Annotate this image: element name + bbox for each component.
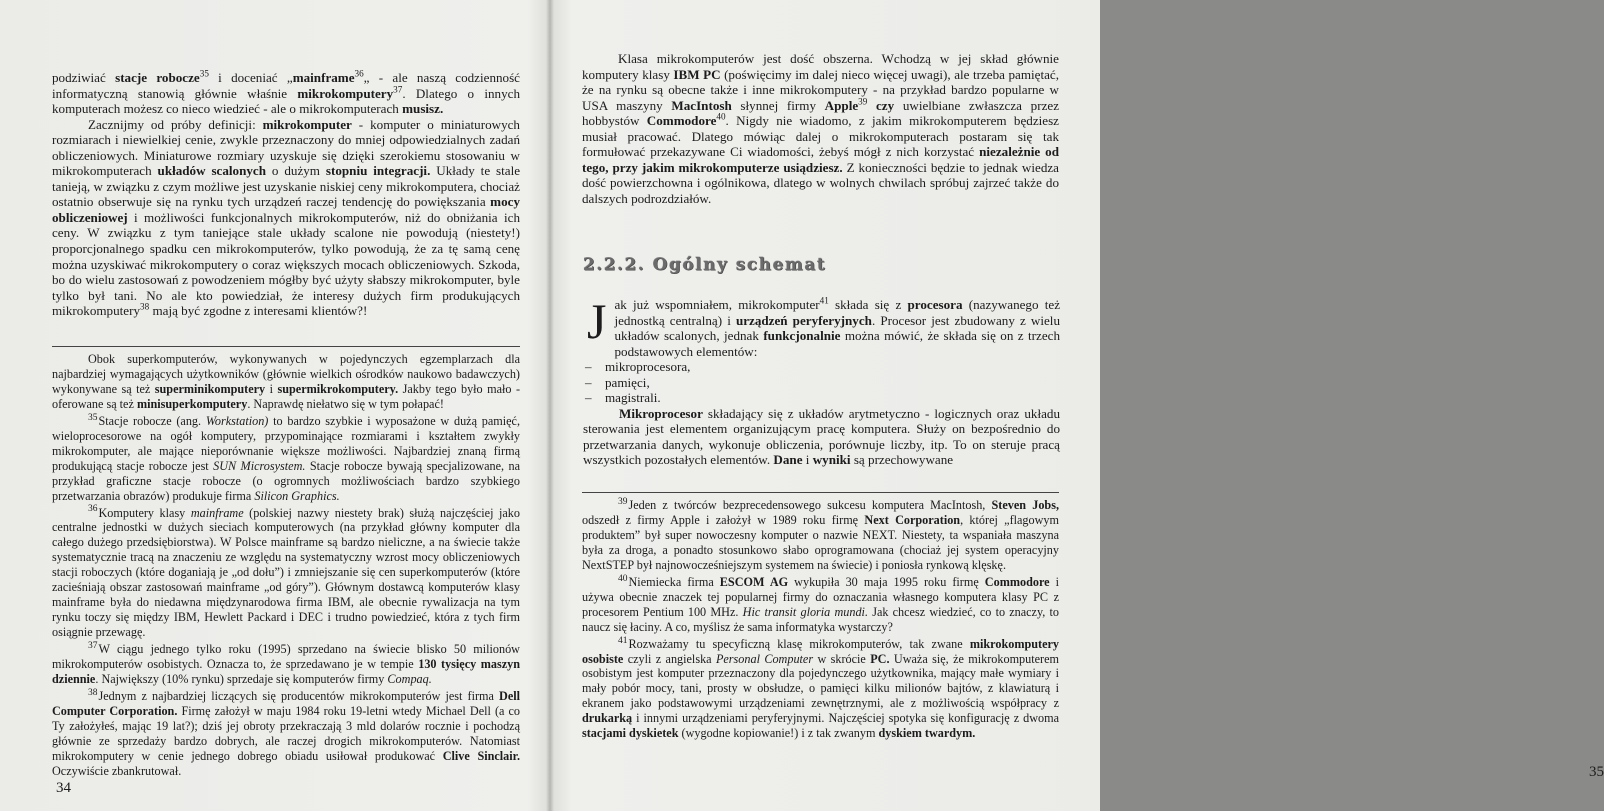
section-heading: 2.2.2. Ogólny schemat [583,255,827,275]
section-paragraph-2: Mikroprocesor składający się z układów arytmetyczno - logicznych oraz układu sterowania jest elementem organizującym pracę komputera. Służy on bezpośrednio do przetwarzania danych, wykonuje obliczenia, porównuje liczby, itp. To on steruje pracą wszystkich pozostałych elementów. Dane i wyniki są przechowywane [583,405,1060,468]
list-item: – pamięci, [583,375,1060,391]
right-paragraph-1: Klasa mikrokomputerów jest dość obszerna. Wchodzą w jej skład głównie komputery klasy IBM PC (poświęcimy im dalej nieco więcej uwagi), ale trzeba pamiętać, że na rynku są obecne także i inne mikrokomputery - na przykład bardzo popularne w USA maszyny MacIntosh słynnej firmy Apple$^{39}$ czy uwielbiane zwłaszcza przez hobbystów Commodore$^{40}$. Nigdy nie wiadomo, z jakim mikrokomputerem będziesz musiał pracować. Dlatego mówiąc dalej o mikrokomputerach postaram się tak formułować przekazywane Ci wiadomości, żebyś mógł z nich korzystać niezależnie od tego, przy jakim mikrokomputerze usiądziesz. Z konieczności będzie to jednak wiedza dość powierzchowna i ogólnikowa, dlatego w wolnych chwilach spróbuj zajrzeć także do dalszych podrozdziałów. [582,51,1060,206]
section-text [583,293,1060,468]
left-footnote-rule [52,346,520,347]
footnote-41: $^{41}$Rozważamy tu specyficzną klasę mikrokomputerów, tak zwane mikrokomputery osobiste czyli z angielska Personal Computer w skrócie PC. Uważa się, że mikrokomputerem osobistym jest komputer przeznaczony dla pojedynczego użytkownika, mający małe wymiary i mały pobór mocy, tani, prosty w obsłudze, o pamięci kilku milionów bajtów, z klawiaturą i ekranem jako podstawowymi urządzeniami zewnętrznymi, ale z możliwością współpracy z drukarką i innymi urządzeniami peryferyjnymi. Najczęściej spotyka się konfigurację z dwoma stacjami dyskietek (wygodne kopiowanie!) i z tak zwanym dyskiem twardym. [582,635,1059,741]
footnote-39: $^{39}$Jeden z twórców bezprecedensowego sukcesu komputera MacIntosh, Steven Jobs, odszedł z firmy Apple i założył w 1989 roku firmę Next Corporation, której „flagowym produktem” był super nowoczesny komputer o nazwie NEXT. Niestety, ta wspaniała maszyna była za droga, a ponadto stosunkowo słabo oprogramowana (chociaż jej system operacyjny NextSTEP był najnowocześniejszym systemem na świecie) i poniosła rynkową klęskę. [582,496,1059,572]
element-list [583,359,1060,406]
page-number-right: 35 [1589,764,1604,780]
right-main-text [582,51,1059,206]
footnote-37: $^{37}$W ciągu jednego tylko roku (1995) sprzedano na świecie blisko 50 milionów mikrokomputerów osobistych. Oznacza to, że sprzedawano je w tempie 130 tysięcy maszyn dziennie. Największy (10% rynku) sprzedaje się komputerów firmy Compaq. [52,641,520,687]
left-paragraph-2: Zacznijmy od próby definicji: mikrokomputer - komputer o miniaturowych rozmiarach i niewielkiej cenie, zwykle przeznaczony do mniej odpowiedzialnych zadań obliczeniowych. Miniaturowe rozmiary uzyskuje się dzięki szerokiemu stosowaniu w mikrokomputerach układów scalonych o dużym stopniu integracji. Układy te stale tanieją, w związku z czym możliwe jest uzyskanie niskiej ceny mikrokomputera, chociaż ostatnio obserwuje się na rynku tych urządzeń raczej tendencję do powiększania mocy obliczeniowej i możliwości funkcjonalnych mikrokomputerów, niż do obniżania ich ceny. W związku z tym taniejące stale układy scalone nie powodują (niestety!) proporcjonalnego spadku cen mikrokomputerów, tylko powodują, że za tę samą cenę można uzyskiwać mikrokomputery o coraz większych mocach obliczeniowych. Szkoda, bo do wielu zastosowań z powodzeniem mógłby być użyty słabszy mikrokomputer, byle tylko był tani. No ale kto powiedział, że interesy dużych firm produkujących mikrokomputery$^{38}$ mają być zgodne z interesami klientów?! [52,116,521,319]
left-page [0,0,547,811]
footnote-36: $^{36}$Komputery klasy mainframe (polskiej nazwy niestety brak) służą najczęściej jako centralne jednostki w dużych sieciach komputerowych (na przykład główny komputer dla całego dużego przedsiębiorstwa). W Polsce mainframe są bardzo nieliczne, a na świecie także systematycznie tracą na znaczeniu ze względu na systematyczny wzrost mocy obliczeniowych stacji roboczych (które doganiają je „od dołu”) i zmniejszanie się cen superkomputerów (które zacieśniają obszar zastosowań mainframe „od góry”). Głównym dostawcą komputerów klasy mainframe była do niedawna międzynarodowa firma IBM, ale obecnie rywalizacja na tym rynku toczy się między IBM, Hewlett Packard i DEC i trudno powiedzieć, która z tych firm osiągnie przewagę. [52,504,520,640]
left-footnotes [52,352,520,781]
right-footnote-rule [582,492,1059,493]
list-item: – magistrali. [583,390,1060,406]
section-paragraph-1: ak już wspomniałem, mikrokomputer$^{41}$ składa się z procesora (nazywanego też jednostką centralną) i urządzeń peryferyjnych. Procesor jest zbudowany z wielu układów scalonych, jednak funkcjonalnie można mówić, że składa się on z trzech podstawowych elementów: [614,295,1060,359]
footnote-38: $^{38}$Jednym z najbardziej liczących się producentów mikrokomputerów jest firma Dell Computer Corporation. Firmę założył w maju 1984 roku 19-letni wtedy Michael Dell (a co Ty założyłeś, mając 19 lat?); dziś jej obroty przekraczają 3 mld dolarów rocznie i pochodzą głównie ze sprzedaży bardzo dobrych, ale raczej drogich mikrokomputerów. Natomiast mikrokomputery w cenie jednego dobrego obiadu usiłował produkować Clive Sinclair. Oczywiście zbankrutował. [52,687,520,778]
drop-cap: J [587,293,607,349]
footnote-35: $^{35}$Stacje robocze (ang. Workstation) to bardzo szybkie i wyposażone w dużą pamięć, wieloprocesorowe na ogół komputery, przypominające rozmiarami i kształtem zwykły mikrokomputer, ale mające nieporównanie większe możliwości. Najbardziej znaną firmą produkującą stacje robocze jest SUN Microsystem. Stacje robocze bywają specjalizowane, na przykład graficzne stacje robocze (o ogromnych możliwościach bardzo szybkiego przetwarzania obrazów) produkuje firma Silicon Graphics. [52,412,520,503]
footnote-intro: Obok superkomputerów, wykonywanych w pojedynczych egzemplarzach dla najbardziej wymagających użytkowników (głównie wielkich ośrodków naukowo badawczych) wykonywane są też superminikomputery i supermikrokomputery. Jakby tego było mało - oferowane są też minisuperkomputery. Naprawdę niełatwo się w tym połapać! [52,352,521,411]
page-number-left: 34 [56,780,71,796]
right-footnotes [582,498,1059,743]
left-main-text [52,70,520,319]
list-item: – mikroprocesora, [583,359,1060,375]
footnote-40: $^{40}$Niemiecka firma ESCOM AG wykupiła 30 maja 1995 roku firmę Commodore i używa obecnie znaczek tej popularnej firmy do oznaczania własnego komputera klasy PC z procesorem Pentium 100 MHz. Hic transit gloria mundi. Jak chcesz wiedzieć, co to znaczy, to naucz się łaciny. A co, myślisz że sama informatyka wystarczy? [582,573,1059,634]
left-paragraph-1: podziwiać stacje robocze$^{35}$ i doceniać „mainframe$^{36}$„ - ale naszą codzienność informatyczną stanowią głównie właśnie mikrokomputery$^{37}$. Dlatego o innych komputerach możesz co nieco wiedzieć - ale o mikrokomputerach musisz. [52,68,520,117]
